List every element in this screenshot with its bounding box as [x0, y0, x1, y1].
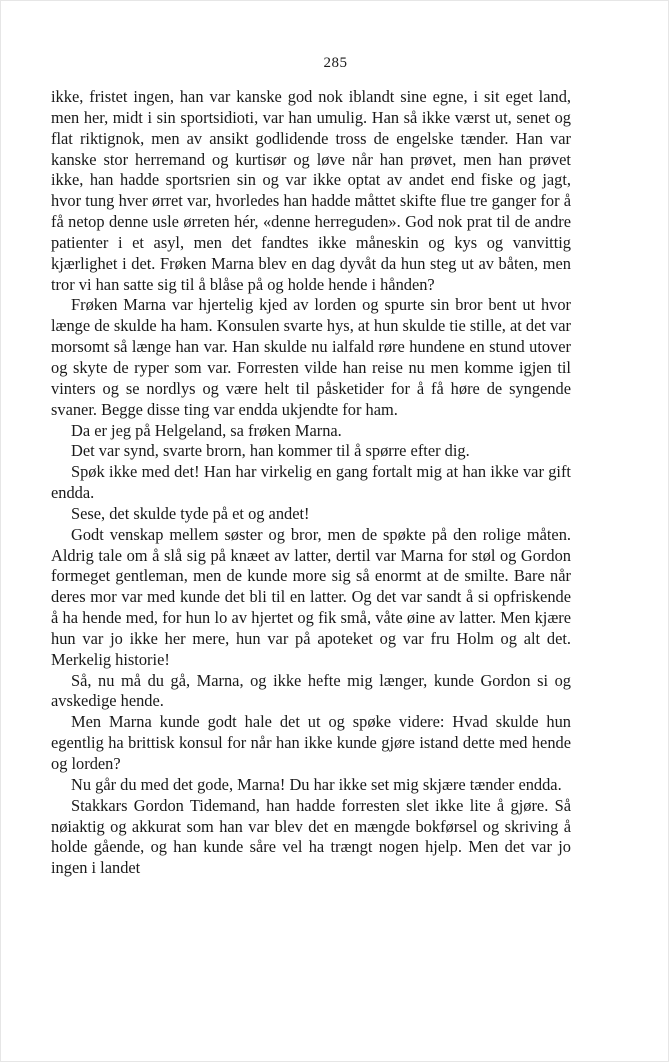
paragraph-11: Stakkars Gordon Tidemand, han hadde forresten slet ikke lite å gjøre. Så nøiaktig og akkurat som han var blev det en mængde bokførsel og skriving å holde gående, og han kunde såre vel ha trængt nogen hjelp. Men det var jo ingen i landet — [51, 795, 571, 878]
paragraph-6: Sese, det skulde tyde på et og andet! — [71, 503, 310, 523]
paragraph-4: Det var synd, svarte brorn, han kommer til å spørre efter dig. — [71, 441, 470, 461]
page-number: 285 — [323, 55, 348, 71]
paragraph-8: Så, nu må du gå, Marna, og ikke hefte mig længer, kunde Gordon si og avskedige hende. — [51, 670, 571, 711]
paragraph-9: Men Marna kunde godt hale det ut og spøke videre: Hvad skulde hun egentlig ha brittisk konsul for når han ikke kunde gjøre istand dette med hende og lorden? — [51, 712, 571, 773]
body-text — [51, 87, 571, 879]
paragraph-10: Nu går du med det gode, Marna! Du har ikke set mig skjære tænder endda. — [71, 774, 562, 794]
paragraph-2: Frøken Marna var hjertelig kjed av lorden og spurte sin bror bent ut hvor længe de skulde ha ham. Konsulen svarte hys, at hun skulde tie stille, at det var morsomt så længe han var. Han skulde nu ialfald røre hundene en stund utover og skyte de ryper som var. Forresten vilde han reise nu men komme igjen til vinters og se nordlys og være helt til påsketider for å få høre de syngende svaner. Begge disse ting var endda ukjendte for ham. — [51, 295, 571, 419]
paragraph-3: Da er jeg på Helgeland, sa frøken Marna. — [71, 420, 342, 440]
paragraph-7: Godt venskap mellem søster og bror, men de spøkte på den rolige måten. Aldrig tale om å slå sig på knæet av latter, dertil var Marna for støl og Gordon formeget gentleman, men de kunde more sig så enormt at de smilte. Bare når deres mor var med kunde det bli til en latter. Og det var sandt å si opfriskende å ha hende med, for hun lo av hjertet og fik små, våte øine av latter. Men kjære hun var jo ikke her mere, hun var på apoteket og var fru Holm og alt det. Merkelig historie! — [51, 524, 571, 669]
paragraph-1: ikke, fristet ingen, han var kanske god nok iblandt sine egne, i sit eget land, men her, midt i sin sportsidioti, var han umulig. Han så ikke værst ut, senet og flat riktignok, men av ansikt godlidende tross de engelske tænder. Han var kanske stor herremand og kurtisør og løve når han prøvet, men han prøvet ikke, han hadde sportsrien sin og var ikke optat av andet end fiske og jagt, hvor tung hver ørret var, hvorledes han hadde måttet skifte flue tre ganger for å få netop denne usle ørreten hér, «denne herreguden». God nok prat til de andre patienter i et asyl, men det fandtes ikke måneskin og kys og vanvittig kjærlighet i det. Frøken Marna blev en dag dyvåt da hun steg ut av båten, men tror vi han satte sig til å blåse på og holde hende i hånden? — [51, 87, 571, 294]
paragraph-5: Spøk ikke med det! Han har virkelig en gang fortalt mig at han ikke var gift endda. — [51, 462, 571, 503]
